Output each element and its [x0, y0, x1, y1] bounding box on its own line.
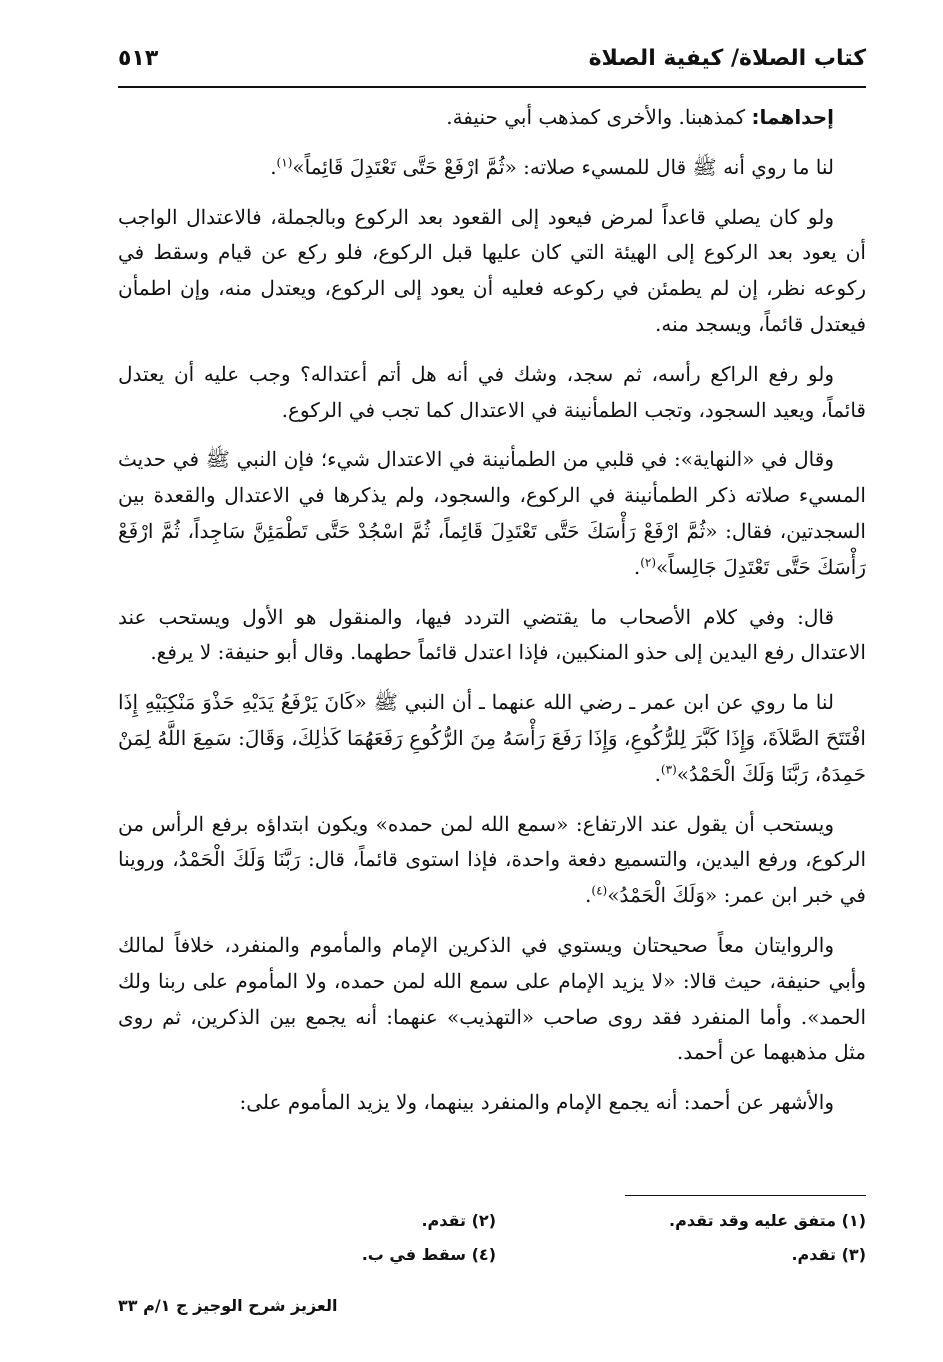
paragraph-text: والروايتان معاً صحيحتان ويستوي في الذكرين الإمام والمأموم والمنفرد، خلافاً لمالك وأبي حنيفة، حيث قالا: «لا يزيد الإمام على سمع الله لمن حمده، ولا المأموم على ربنا ولك الحمد». وأما المنفرد فقد روى صاحب «التهذيب» عنهما: أنه يجمع بين الذكرين، ثم روى مثل مذهبهما عن أحمد.	[118, 932, 866, 1065]
paragraph-end: .	[585, 883, 592, 908]
paragraph-text: كمذهبنا. والأخرى كمذهب أبي حنيفة.	[446, 105, 752, 129]
paragraph-text: ولو رفع الراكع رأسه، ثم سجد، وشك في أنه هل أتم أعتداله؟ وجب عليه أن يعتدل قائماً، ويعيد السجود، وتجب الطمأنينة في الاعتدال كما تجب في الركوع.	[118, 361, 866, 422]
paragraph-text: ولو كان يصلي قاعداً لمرض فيعود إلى القعود بعد الركوع وبالجملة، فالاعتدال الواجب أن يعود بعد الركوع إلى الهيئة التي كان عليها قبل الركوع، فلو ركع عن قيام وسقط في ركوعه نظر، إن لم يطمئن في ركوعه فعليه أن يعود إلى الركوع، ويعتدل منه، وإن اطمأن فيعتدل قائماً، ويسجد منه.	[118, 204, 866, 336]
paragraph-2	[118, 150, 866, 186]
paragraph-text: لنا ما روي عن ابن عمر ـ رضي الله عنهما ـ أن النبي ﷺ «كَانَ يَرْفَعُ يَدَيْهِ حَذْوَ مَنْكِبَيْهِ إِذَا افْتَتَحَ الصَّلاَةَ، وَإِذَا كَبَّرَ لِلرُّكُوعِ، وَإِذَا رَفَعَ رَأْسَهُ مِنَ الرُّكُوعِ رَفَعَهُمَا كَذٰلِكَ، وَقَالَ: سَمِعَ اللَّهُ لِمَنْ حَمِدَهُ، رَبَّنَا وَلَكَ الْحَمْدُ»	[118, 690, 866, 786]
footnote-row	[118, 1205, 866, 1239]
footnote-2: (٢) تقدم.	[421, 1211, 496, 1230]
footnote-4: (٤) سقط في ب.	[361, 1245, 496, 1264]
main-text	[118, 100, 866, 1135]
paragraph-text: وقال في «النهاية»: في قلبي من الطمأنينة في الاعتدال شيء؛ فإن النبي ﷺ في حديث المسيء صلاته ذكر الطمأنينة في الركوع، والسجود، ولم يذكرها في الاعتدال والقعدة بين السجدتين، فقال: «ثُمَّ ارْفَعْ رَأْسَكَ حَتَّى تَعْتَدِلَ قَائِماً، ثُمَّ اسْجُدْ حَتَّى تَطْمَئِنَّ سَاجِداً، ثُمَّ ارْفَعْ رَأْسَكَ حَتَّى تَعْتَدِلَ جَالِساً»	[118, 447, 866, 579]
footnote-3: (٣) تقدم.	[791, 1245, 866, 1264]
paragraph-10	[118, 1085, 866, 1121]
footnote-row	[118, 1239, 866, 1273]
paragraph-5	[118, 442, 866, 585]
running-header	[118, 38, 866, 86]
paragraph-end: .	[633, 554, 641, 579]
footnote-1: (١) متفق عليه وقد تقدم.	[669, 1211, 866, 1230]
paragraph-7	[118, 685, 866, 792]
paragraph-text: والأشهر عن أحمد: أنه يجمع الإمام والمنفرد بينهما، ولا يزيد المأموم على:	[239, 1090, 834, 1115]
paragraph-end: .	[270, 154, 277, 179]
chapter-title: كتاب الصلاة/ كيفية الصلاة	[588, 46, 866, 71]
paragraph-9	[118, 928, 866, 1071]
footnote-ref: (٣)	[660, 762, 677, 777]
footnote-ref: (٢)	[640, 555, 657, 570]
lead-term: إحداهما:	[751, 105, 834, 129]
printer-signature: العزيز شرح الوجيز ج ١/م ٣٣	[118, 1296, 338, 1315]
paragraph-8	[118, 807, 866, 914]
footnote-ref: (١)	[276, 155, 293, 170]
paragraph-text: لنا ما روي أنه ﷺ قال للمسيء صلاته: «ثُمَّ ارْفَعْ حَتَّى تَعْتَدِلَ قَائِماً»	[292, 154, 834, 179]
paragraph-1	[118, 100, 866, 136]
paragraph-end: .	[654, 761, 661, 786]
header-divider	[118, 86, 866, 88]
paragraph-3	[118, 200, 866, 343]
paragraph-4	[118, 357, 866, 429]
page-number: ٥١٣	[118, 46, 159, 71]
footnote-divider	[625, 1195, 866, 1196]
paragraph-text: ويستحب أن يقول عند الارتفاع: «سمع الله لمن حمده» ويكون ابتداؤه برفع الرأس من الركوع، ورفع اليدين، والتسميع دفعة واحدة، فإذا استوى قائماً، قال: رَبَّنَا وَلَكَ الْحَمْدُ، وروينا في خبر ابن عمر: «وَلَكَ الْحَمْدُ»	[118, 811, 866, 908]
footnote-ref: (٤)	[591, 883, 608, 898]
footnotes	[118, 1205, 866, 1273]
paragraph-text: قال: وفي كلام الأصحاب ما يقتضي التردد فيها، والمنقول هو الأول ويستحب عند الاعتدال رفع اليدين إلى حذو المنكبين، فإذا اعتدل قائماً حطهما. وقال أبو حنيفة: لا يرفع.	[118, 604, 866, 665]
paragraph-6	[118, 600, 866, 672]
